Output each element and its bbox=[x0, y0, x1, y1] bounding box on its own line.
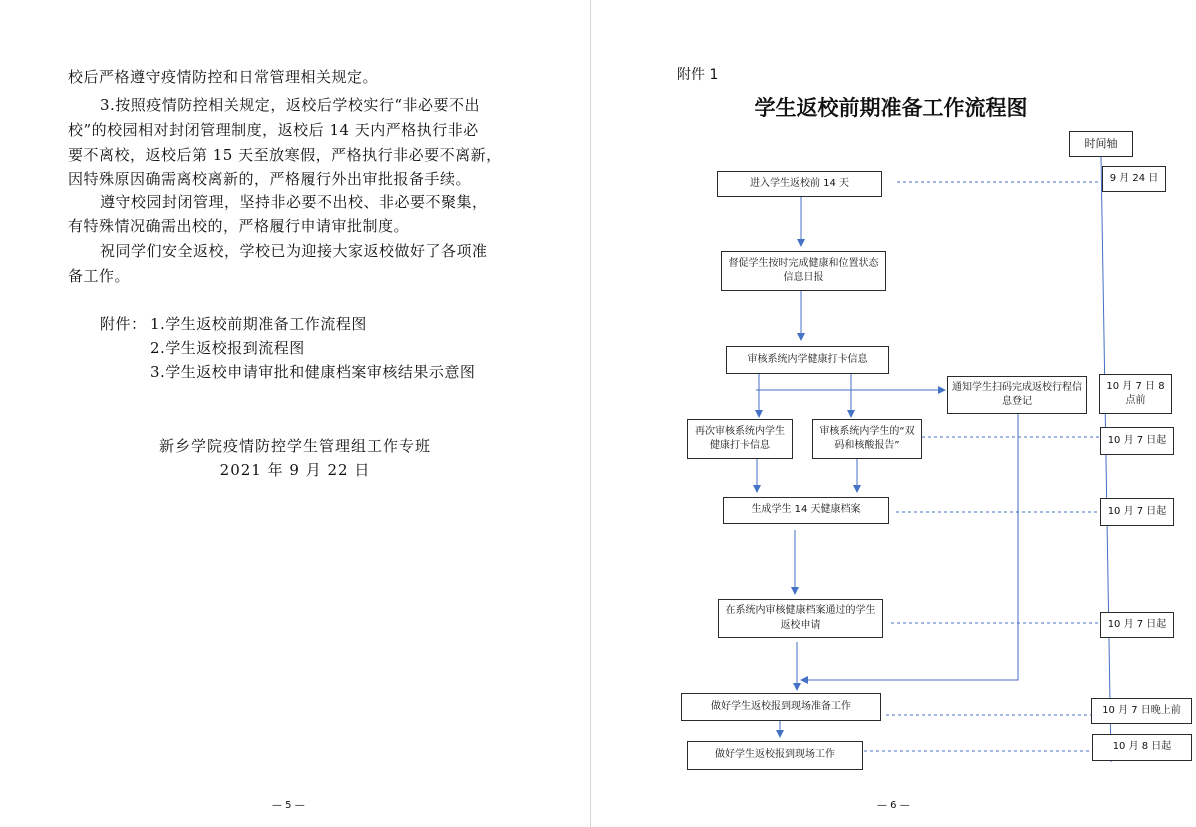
page-number: — 6 — bbox=[877, 800, 910, 811]
body-line: 备工作。 bbox=[68, 267, 131, 285]
date-sep-24: 9 月 24 日 bbox=[1102, 166, 1166, 192]
flowchart-title: 学生返校前期准备工作流程图 bbox=[754, 95, 1028, 120]
step-checkin-site-work: 做好学生返校报到现场工作 bbox=[687, 741, 863, 770]
body-line: 因特殊原因确需离校离新的，严格履行外出审批报备手续。 bbox=[68, 170, 472, 188]
step-enter-14-days: 进入学生返校前 14 天 bbox=[717, 171, 882, 197]
step-review-checkin: 审核系统内学健康打卡信息 bbox=[726, 346, 889, 374]
step-health-file: 生成学生 14 天健康档案 bbox=[723, 497, 889, 524]
attachments-label: 附件： bbox=[100, 315, 147, 333]
signature-org: 新乡学院疫情防控学生管理组工作专班 bbox=[158, 437, 431, 455]
signature-date: 2021 年 9 月 22 日 bbox=[219, 461, 371, 479]
date-oct-7-from: 10 月 7 日起 bbox=[1100, 612, 1174, 638]
body-line: 3.按照疫情防控相关规定，返校后学校实行“非必要不出 bbox=[100, 96, 480, 114]
timeline-axis bbox=[1101, 156, 1111, 762]
annex-label: 附件 1 bbox=[677, 67, 719, 83]
body-line: 校”的校园相对封闭管理制度，返校后 14 天内严格执行非必 bbox=[68, 121, 479, 139]
step-notify-scan: 通知学生扫码完成返校行程信息登记 bbox=[947, 376, 1087, 414]
step-review-codes-nucleic: 审核系统内学生的“双码和核酸报告” bbox=[812, 419, 922, 459]
body-line: 校后严格遵守疫情防控和日常管理相关规定。 bbox=[68, 68, 379, 86]
date-oct-7-before-8: 10 月 7 日 8 点前 bbox=[1099, 374, 1172, 414]
page-number: — 5 — bbox=[272, 800, 305, 811]
body-line: 祝同学们安全返校，学校已为迎接大家返校做好了各项准 bbox=[100, 242, 488, 260]
left-page bbox=[0, 0, 590, 827]
attachment-item: 1.学生返校前期准备工作流程图 bbox=[150, 315, 367, 333]
date-oct-7-from: 10 月 7 日起 bbox=[1100, 498, 1174, 526]
step-daily-report: 督促学生按时完成健康和位置状态信息日报 bbox=[721, 251, 886, 291]
body-line: 有特殊情况确需出校的，严格履行申请审批制度。 bbox=[68, 217, 410, 235]
date-oct-7-from: 10 月 7 日起 bbox=[1100, 427, 1174, 455]
date-oct-8-from: 10 月 8 日起 bbox=[1092, 734, 1192, 761]
attachment-item: 3.学生返校申请审批和健康档案审核结果示意图 bbox=[150, 363, 476, 381]
body-line: 遵守校园封闭管理，坚持非必要不出校、非必要不聚集， bbox=[100, 193, 488, 211]
step-recheck-checkin: 再次审核系统内学生健康打卡信息 bbox=[687, 419, 793, 459]
right-page bbox=[591, 0, 1196, 827]
body-line: 要不离校，返校后第 15 天至放寒假，严格执行非必要不离新， bbox=[68, 146, 502, 164]
date-oct-7-before-night: 10 月 7 日晚上前 bbox=[1091, 698, 1192, 724]
step-review-return-application: 在系统内审核健康档案通过的学生返校申请 bbox=[718, 599, 883, 638]
timeline-label: 时间轴 bbox=[1069, 131, 1133, 157]
attachment-item: 2.学生返校报到流程图 bbox=[150, 339, 305, 357]
step-prepare-checkin-site: 做好学生返校报到现场准备工作 bbox=[681, 693, 881, 721]
